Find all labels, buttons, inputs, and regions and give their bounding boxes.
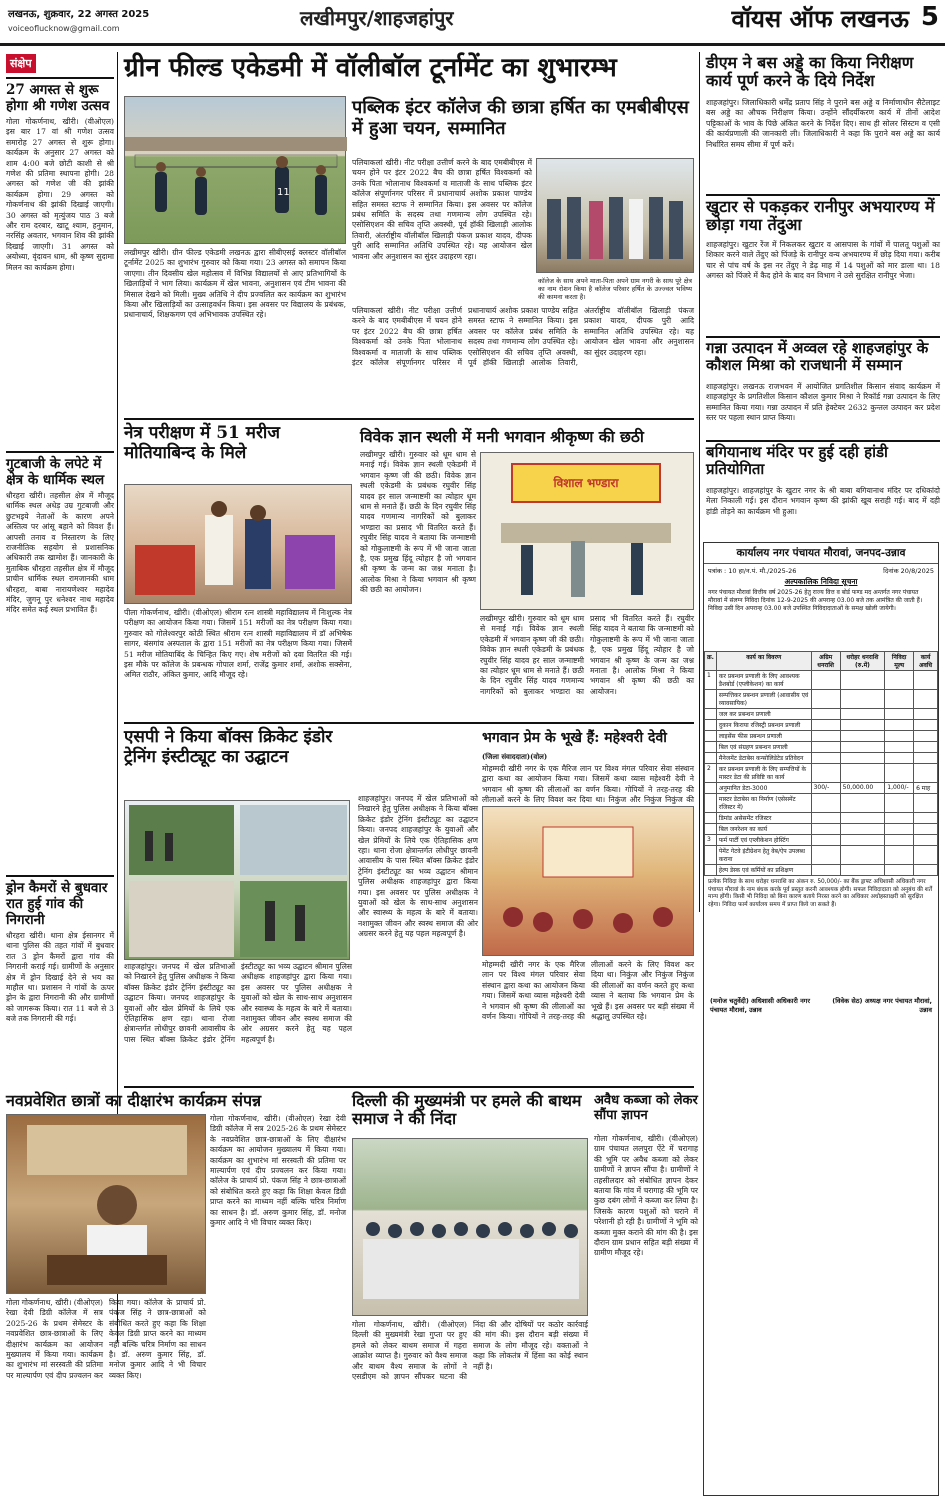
- handi-body: शाहजहांपुर। शाहजहांपुर के खुटार नगर के श्री बाबा बगियानाथ मंदिर पर दधिकांदो मेला निकाली गई। इस दौरान भगवान कृष्ण की झांकी खूब सराही गई। बाद में दही हांडी तोड़ने का कार्यक्रम भी हुआ।: [706, 486, 940, 516]
- table-cell: [840, 794, 885, 813]
- table-row: [705, 794, 938, 813]
- table-row: [705, 783, 938, 794]
- table-cell: [914, 865, 938, 876]
- tendu-headline: खुटार से पकड़कर रानीपुर अभयारण्य में छोड़ा गया तेंदुआ: [706, 197, 935, 235]
- notice-col-header: क्र.: [705, 652, 717, 671]
- table-cell: [811, 742, 840, 753]
- table-cell: [885, 690, 914, 709]
- table-cell: [840, 813, 885, 824]
- notice-intro: नगर पंचायत मौरावां वित्तीय वर्ष 2025-26 हेतु राज्य वित्त व बोर्ड फण्ड मद अन्तर्गत नगर पंचायत मौरावां में संलग्न निविदा दिनांक 12-9-2025 की अपरान्ह 03.00 बजे तक आमंत्रित की जाती हैं। निविदा उसी दिन अपरान्ह 03.00 बजे उपस्थित निविदादाताओं के समक्ष खोली जायेगी।: [708, 589, 923, 612]
- maheshwari-body: मोहम्मदी खीरी नगर के एक मैरिज लान पर विश्व मंगल परिवार सेवा संस्थान द्वारा कथा का आयोजन किया गया। जिसमें कथा व्यास महेश्वरी देवी ने भगवान श्री कृष्ण की लीलाओं का वर्णन किया। गोपियों ने तरह-तरह की लीलाओं करने के लिए विवश कर दिया था। निकुंज और निकुंज निकुंज की: [482, 764, 694, 805]
- table-cell: कर प्रबन्धन प्रणाली के लिए आवश्यक डैशबोर्ड (एप्लीकेशन) का कार्य: [716, 671, 811, 690]
- eye-camp-illustration: [125, 485, 353, 605]
- diksharambh-body-cont: गोला गोकर्णनाथ, खीरी। (वीओएल) रेखा देवी डिग्री कॉलेज में सत्र 2025-26 के प्रथम सेमेस्टर के नवप्रवेशित छात्र-छात्राओं के लिए दीक्षारंभ कार्यक्रम का आयोजन मुख्यालय में किया गया। कार्यक्रम का शुभारंभ मां सरस्वती की प्रतिमा पर माल्यार्पण एवं दीप प्रज्वलन कर किया गया। कॉलेज के प्राचार्य प्रो. पंकज सिंह ने छात्र-छात्राओं को संबोधित करते हुए कहा कि शिक्षा केवल डिग्री प्राप्त करने का माध्यम नहीं बल्कि चरित्र निर्माण का साधन है। डॉ. अरुण कुमार सिंह, डॉ. मनोज कुमार आदि ने भी विचार व्यक्त किए।: [6, 1298, 206, 1380]
- table-cell: [811, 794, 840, 813]
- tendu-body: शाहजहांपुर। खुटार रेंज में निकलकर खुटार व आसपास के गांवों में पालतू पशुओं का शिकार करने वाले तेंदुए को पिंजड़े के रानीपुर वन्य अभयारण्य में छोड़ दिया गया। करीब चार से पांच वर्ष के इस नर तेंदुए ने डेढ़ माह में 14 पशुओं को मार डाला था। 18 अगस्त को पिंजरे में कैद होने के बाद वन विभाग ने उसे सुरक्षित रानीपुर भेजा।: [706, 240, 940, 281]
- eye-body: पीला गोकर्णनाथ, खीरी। (वीओएल) श्रीराम रत्न शास्त्री महाविद्यालय में निःशुल्क नेत्र परीक्षण का आयोजन किया गया। जिसमें 151 मरीजों का नेत्र परीक्षण किया गया। गुरुवार को गोलेश्वरपुर कोठी स्थित श्रीराम रत्न शास्त्री महाविद्यालय में डॉ अभिषेक सागर, बंसगांव अस्पताल के द्वारा 151 मरीजों का नेत्र परीक्षण किया गया। जिसमें 51 मरीज मोतियाबिंद के चिन्हित किए गए। शेष मरीजों को दवा वितरित की गई। इस मौके पर कॉलेज के प्रबन्धक गोपाल शर्मा, राजेंद्र कुमार शर्मा, अशोक सक्सेना, अमित राठौर, अंकित कुमार, आदि मौजूद रहे।: [124, 608, 352, 680]
- volleyball-illustration: [125, 97, 347, 245]
- table-cell: [885, 720, 914, 731]
- signature-right: (विवेक सेठ) अध्यक्ष नगर पंचायत मौरावां, उन्नाव: [832, 997, 932, 1014]
- sidebar-item: [6, 451, 114, 871]
- diksharambh-photo: [6, 1114, 206, 1294]
- svg-text:11: 11: [277, 187, 290, 198]
- table-cell: [840, 835, 885, 846]
- table-cell: [705, 753, 717, 764]
- sidebar-item: [6, 77, 114, 447]
- section-title: लखीमपुर/शाहजहांपुर: [300, 6, 454, 30]
- table-cell: [705, 731, 717, 742]
- notice-footer: प्रत्येक निविदा के साथ धरोहर धनराशि का अंकन रु. 50,000/- का बैंक ड्राफ्ट अधिशासी अधिकारी नगर पंचायत मौरावां के नाम बंधक करके पूर्व प्रस्तुत करनी आवश्यक होगी। सफल निविदादाता को अनुबंध की शर्तें मान्य होंगी। किसी भी निविदा को बिना कारण बताये निरस्त करने का अधिकार अधोहस्ताक्षरी को सुरक्षित रहेगा। निविदा फार्म कार्यालय समय में प्राप्त किये जा सकते हैं।: [708, 879, 933, 908]
- sidebar-body: गोला गोकर्णनाथ, खीरी। (वीओएल) इस बार 17 वां श्री गणेश उत्सव समारोह 27 अगस्त से शुरू होगा। कार्यक्रम के अनुसार 27 अगस्त को शाम 4:00 बजे छोटी काशी से श्री गणेश की प्रतिमा स्थापना होगी। 28 अगस्त को गणेश जी की झांकी कार्यक्रम होगा। 29 अगस्त को गोकर्णनाथ की झांकी दिखाई जाएगी। 30 अगस्त को मृत्युंजय पाठ 3 बजे और राम दरबार, खाटू श्याम, हनुमान, नरसिंह अवतार, भगवान शिव की झांकी दिखाई जाएगी। 31 अगस्त को अयोध्या, वृंदावन धाम, श्री कृष्ण सुदामा मिलन का कार्यक्रम होगा।: [6, 117, 114, 272]
- crowd-illustration: [353, 1139, 589, 1317]
- bathem-photo: [352, 1138, 588, 1316]
- table-cell: 50,000.00: [840, 783, 885, 794]
- sidebar-body: धौरहरा खीरी। तहसील क्षेत्र में मौजूद धार्मिक स्थल अधेड़ उम्र गुटबाजी और छुटभइये नेताओं के कारण अपने अस्तित्व पर आंसू बहाने को विवश हैं। आपसी तनाव व निस्तारण के लिए राजनीतिक सहयोग से प्रशासनिक अधिकारी तक खामोश हैं। जानकारी के मुताबिक धौरहरा तहसील क्षेत्र में मौजूद प्राचीन धार्मिक स्थल रामजानकी धाम धौरहरा, बाबा नारायणेश्वर महादेव मंदिर, जुगनू पुर धनेश्वर नाथ महादेव मंदिर समेत कई स्थल प्रभावित हैं।: [6, 491, 114, 615]
- table-cell: [811, 720, 840, 731]
- table-cell: [840, 846, 885, 865]
- table-cell: [811, 753, 840, 764]
- notice-office: कार्यालय नगर पंचायत मौरावां, जनपद-उन्नाव: [704, 543, 938, 564]
- table-cell: कर प्रबन्धन प्रणाली के लिए सम्पत्तियों के मास्टर डेटा की प्रविष्टि का कार्य: [716, 764, 811, 783]
- table-cell: [885, 671, 914, 690]
- sidebar-headline: ड्रोन कैमरों से बुधवार रात हुई गांव की निगरानी: [6, 875, 114, 928]
- table-cell: [914, 731, 938, 742]
- table-cell: [885, 709, 914, 720]
- notice-signatures: [704, 994, 938, 1016]
- table-cell: [840, 690, 885, 709]
- table-cell: मैनेजमेंट डेटाबेस कन्सोलिडेटेड प्रतिवेदन: [716, 753, 811, 764]
- table-row: [705, 813, 938, 824]
- bhandara-banner: विशाल भण्डारा: [511, 463, 661, 503]
- table-cell: [840, 865, 885, 876]
- table-cell: फर्म पार्टी एवं एप्लीकेशन होस्टिंग: [716, 835, 811, 846]
- bathem-body: गोला गोकर्णनाथ, खीरी। (वीओएल) दिल्ली की मुख्यमंत्री रेखा गुप्ता पर हुए हमले को लेकर बाथम समाज में गहरा आक्रोश व्याप्त है। गुरुवार को वैश्य समाज और बाथम वैश्य समाज के लोगों ने एसडीएम को ज्ञापन सौंपकर घटना की निंदा की और दोषियों पर कठोर कार्रवाई की मांग की। इस दौरान बड़ी संख्या में समाज के लोग मौजूद रहे। वक्ताओं ने कहा कि लोकतंत्र में हिंसा का कोई स्थान नहीं है।: [352, 1320, 588, 1382]
- bathem-headline: दिल्ली की मुख्यमंत्री पर हमले की बाथम समाज ने की निंदा: [352, 1091, 582, 1129]
- table-cell: [840, 764, 885, 783]
- sp-body-cont: शाहजहांपुर। जनपद में खेल प्रतिभाओं को निखारने हेतु पुलिस अधीक्षक ने किया बॉक्स क्रिकेट इंडोर ट्रेनिंग इंस्टीट्यूट का उद्घाटन किया। जनपद शाहजहांपुर के युवाओं और खेल प्रेमियों के लिये एक ऐतिहासिक क्षण रहा। थाना रोजा क्षेत्रान्तर्गत लोधीपुर छावनी आवासीय के पास स्थित बॉक्स क्रिकेट इंडोर ट्रेनिंग इंस्टीट्यूट का भव्य उद्घाटन श्रीमान पुलिस अधीक्षक शाहजहांपुर द्वारा किया गया। इस अवसर पर पुलिस अधीक्षक ने युवाओं को खेल के साथ-साथ अनुशासन और स्वास्थ्य के महत्व के बारे में बताया। नशामुक्त जीवन और स्वस्थ समाज की ओर अग्रसर करने हेतु यह पहल महत्वपूर्ण है।: [358, 794, 478, 939]
- table-cell: 6 माह: [914, 783, 938, 794]
- table-cell: [885, 742, 914, 753]
- table-cell: [914, 742, 938, 753]
- signature-left: (मनोज चतुर्वेदी) अधिशासी अधिकारी नगर पंचायत मौरावां, उन्नाव: [710, 997, 810, 1014]
- table-cell: बिल एवं संग्रहण प्रबन्धन प्रणाली: [716, 742, 811, 753]
- table-cell: [914, 753, 938, 764]
- table-cell: [811, 813, 840, 824]
- eye-camp-photo: [124, 484, 352, 604]
- table-cell: 1,000/-: [885, 783, 914, 794]
- table-cell: [914, 709, 938, 720]
- mbbs-caption: कॉलेज के साथ अपने माता-पिता अपने ग्राम नगरी के साथ पूरे क्षेत्र का नाम रोशन किया है कॉलेज परिवार हर्षित के उज्ज्वल भविष्य की कामना करता है।: [536, 275, 694, 305]
- table-cell: [811, 731, 840, 742]
- ganna-body: शाहजहांपुर। लखनऊ राजभवन में आयोजित प्रगतिशील किसान संवाद कार्यक्रम में शाहजहांपुर के प्रगतिशील किसान कौशल कुमार मिश्रा ने रिकॉर्ड गन्ना उत्पादन के लिए सम्मानित किया गया। गन्ना उत्पादन में प्रति हेक्टेयर 2632 कुन्तल उत्पादन कर प्रदेश स्तर पर पहला स्थान प्राप्त किया।: [706, 382, 940, 423]
- table-cell: [705, 709, 717, 720]
- table-cell: [705, 690, 717, 709]
- cricket-illustration: [125, 801, 351, 961]
- table-cell: [840, 753, 885, 764]
- maheshwari-headline: भगवान प्रेम के भूखे हैं: महेश्वरी देवी: [482, 730, 667, 746]
- table-cell: [811, 764, 840, 783]
- table-cell: 1: [705, 671, 717, 690]
- table-cell: हेल्प डेस्क एवं कर्मियों का प्रशिक्षण: [716, 865, 811, 876]
- notice-table: [704, 651, 938, 876]
- table-row: [705, 690, 938, 709]
- notice-col-header: कार्य अवधि: [914, 652, 938, 671]
- table-row: [705, 846, 938, 865]
- dateline: लखनऊ, शुक्रवार, 22 अगस्त 2025: [8, 9, 150, 20]
- table-cell: [811, 846, 840, 865]
- mbbs-headline: पब्लिक इंटर कॉलेज की छात्रा हर्षित का एमबीबीएस में हुआ चयन, सम्मानित: [352, 97, 689, 139]
- table-cell: बिल जनरेशन का कार्य: [716, 824, 811, 835]
- table-cell: 300/-: [811, 783, 840, 794]
- table-row: [705, 671, 938, 690]
- table-cell: [885, 764, 914, 783]
- table-cell: मास्टर डेटाबेस का निर्माण (एसेसमेंट रजिस्टर में): [716, 794, 811, 813]
- table-cell: [705, 794, 717, 813]
- notice-ref: पत्रांक : 10 हा/न.पं. मौ./2025-26: [708, 567, 797, 575]
- table-cell: [840, 824, 885, 835]
- group-illustration: [537, 159, 695, 274]
- table-cell: जल कर प्रबन्धन प्रणाली: [716, 709, 811, 720]
- diksharambh-headline: नवप्रवेशित छात्रों का दीक्षारंभ कार्यक्रम संपन्न: [6, 1091, 262, 1110]
- table-row: [705, 720, 938, 731]
- eye-headline: नेत्र परीक्षण में 51 मरीज मोतियाबिन्द के मिले: [124, 423, 280, 463]
- diksharambh-body: गोला गोकर्णनाथ, खीरी। (वीओएल) रेखा देवी डिग्री कॉलेज में सत्र 2025-26 के प्रथम सेमेस्टर के नवप्रवेशित छात्र-छात्राओं के लिए दीक्षारंभ कार्यक्रम का आयोजन मुख्यालय में किया गया। कार्यक्रम का शुभारंभ मां सरस्वती की प्रतिमा पर माल्यार्पण एवं दीप प्रज्वलन कर किया गया। कॉलेज के प्राचार्य प्रो. पंकज सिंह ने छात्र-छात्राओं को संबोधित करते हुए कहा कि शिक्षा केवल डिग्री प्राप्त करने का माध्यम नहीं बल्कि चरित्र निर्माण का साधन है। डॉ. अरुण कुमार सिंह, डॉ. मनोज कुमार आदि ने भी विचार व्यक्त किए।: [210, 1114, 346, 1228]
- table-cell: अनुमानित डेटा-3000: [716, 783, 811, 794]
- table-cell: 3: [705, 835, 717, 846]
- main-story-body: लखीमपुर खीरी। ग्रीन फील्ड एकेडमी लखनऊ द्वारा सीबीएसई क्लस्टर वॉलीबॉल टूर्नामेंट 2025 का शुभारंभ गुरुवार को किया गया। 23 अगस्त को समापन किया जाएगा। तीन दिवसीय खेल महोत्सव में विभिन्न विद्यालयों से आए प्रतिभागियों के खिलाड़ियों ने भाग लिया। कार्यक्रम में खेल भावना, अनुशासन एवं टीम भावना की मिसाल देखने को मिली। मुख्य अतिथि ने दीप प्रज्वलित कर कार्यक्रम का शुभारंभ किया और खिलाड़ियों का उत्साहवर्धन किया। इस अवसर पर विद्यालय के प्रबंधक, प्रधानाचार्य, शिक्षकगण एवं अभिभावक उपस्थित रहे।: [124, 248, 346, 320]
- brand-logo: वॉयस ऑफ लखनऊ: [731, 4, 909, 33]
- table-cell: [885, 813, 914, 824]
- table-row: [705, 764, 938, 783]
- table-cell: [840, 720, 885, 731]
- table-cell: [811, 824, 840, 835]
- krishna-body: लखीमपुर खीरी। गुरुवार को धूम धाम से मनाई गई। विवेक ज्ञान स्थली एकेडमी में भगवान कृष्ण जी की छठी। विवेक ज्ञान स्थली एकेडमी के प्रबंधक रघुवीर सिंह यादव हर साल जन्माष्टमी का त्योहार धूम धाम से मनाते हैं। छठी के दिन रघुवीर सिंह यादव गणमान्य नागरिकों को बुलाकर भण्डारा का प्रसाद भी वितरित करते हैं। रघुवीर सिंह यादव ने बताया कि जन्माष्टमी को गोकुलाष्टमी के रूप में भी जाना जाता है, एक प्रमुख हिंदू त्योहार है जो भगवान श्री कृष्ण के जन्म का जश्न मनाता है। आलोक मिश्रा ने किया भगवान श्री कृष्ण की छठी का आयोजन।: [360, 450, 476, 595]
- table-cell: [914, 720, 938, 731]
- avaidh-headline: अवैध कब्जा को लेकर सौंपा ज्ञापन: [594, 1093, 698, 1123]
- mbbs-body: पलियाकलां खीरी। नीट परीक्षा उत्तीर्ण करने के बाद एमबीबीएस में चयन होने पर इंटर 2022 बैच की छात्रा हर्षित विश्वकर्मा को उनके पिता भोलानाथ विश्वकर्मा व माताजी के साथ पब्लिक इंटर कॉलेज संपूर्णानगर परिसर में प्रधानाचार्य अशोक प्रकाश पाण्डेय सहित समस्त स्टाफ ने सम्मानित किया। इस अवसर पर कॉलेज प्रबंध समिति के सदस्य तथा गणमान्य लोग उपस्थित रहे। एसोसिएशन की सचिव तृप्ति अवस्थी, पूर्व हॉकी खिलाड़ी आलोक तिवारी, अंतर्राष्ट्रीय वॉलीबॉल खिलाड़ी पंकज प्रकाश यादव, दीपक पुरी आदि सम्मानित अतिथि उपस्थित रहे। यह आयोजन खेल भावना और अनुशासन का सुंदर उदाहरण रहा।: [352, 158, 532, 261]
- table-cell: लाइसेंस फीस प्रबन्धन प्रणाली: [716, 731, 811, 742]
- notice-date: दिनांक 20/8/2025: [883, 567, 934, 575]
- table-row: [705, 865, 938, 876]
- krishna-headline: विवेक ज्ञान स्थली में मनी भगवान श्रीकृष्ण की छठी: [360, 427, 644, 446]
- table-cell: [811, 690, 840, 709]
- table-cell: [705, 824, 717, 835]
- table-cell: [811, 865, 840, 876]
- page-number: 5: [920, 2, 939, 32]
- sp-headline: एसपी ने किया बॉक्स क्रिकेट इंडोर ट्रेनिंग इंस्टीट्यूट का उद्घाटन: [124, 727, 333, 767]
- sidebar-body: धौरहरा खीरी। थाना क्षेत्र ईसानगर में थाना पुलिस की तहत गांवों में बुधवार रात 3 ड्रोन कैमरों द्वारा गांव की निगरानी कराई गई। ग्रामीणों के अनुसार क्षेत्र में ड्रोन दिखाई देने से भय का माहौल था। प्रशासन ने गांवों के ऊपर ड्रोन के द्वारा निगरानी की और ग्रामीणों को जागरूक किया। रात 11 बजे से 3 बजे तक निगरानी की गई।: [6, 931, 114, 1024]
- table-cell: [885, 753, 914, 764]
- table-cell: [885, 824, 914, 835]
- notice-col-header: निविदा मूल्य: [885, 652, 914, 671]
- mbbs-photo: [536, 158, 694, 273]
- notice-meta: [704, 564, 938, 577]
- katha-illustration: [483, 807, 695, 957]
- tender-notice: [703, 542, 939, 1496]
- table-cell: सम्पत्तिकर प्रबन्धन प्रणाली (आवासीय एवं व्यावसायिक): [716, 690, 811, 709]
- mbbs-body-cont: पलियाकलां खीरी। नीट परीक्षा उत्तीर्ण करने के बाद एमबीबीएस में चयन होने पर इंटर 2022 बैच की छात्रा हर्षित विश्वकर्मा को उनके पिता भोलानाथ विश्वकर्मा व माताजी के साथ पब्लिक इंटर कॉलेज संपूर्णानगर परिसर में प्रधानाचार्य अशोक प्रकाश पाण्डेय सहित समस्त स्टाफ ने सम्मानित किया। इस अवसर पर कॉलेज प्रबंध समिति के सदस्य तथा गणमान्य लोग उपस्थित रहे। एसोसिएशन की सचिव तृप्ति अवस्थी, पूर्व हॉकी खिलाड़ी आलोक तिवारी, अंतर्राष्ट्रीय वॉलीबॉल खिलाड़ी पंकज प्रकाश यादव, दीपक पुरी आदि सम्मानित अतिथि उपस्थित रहे। यह आयोजन खेल भावना और अनुशासन का सुंदर उदाहरण रहा।: [352, 306, 694, 368]
- table-cell: [840, 671, 885, 690]
- table-cell: [705, 720, 717, 731]
- table-cell: [914, 690, 938, 709]
- notice-col-header: धरोहर धनराशि (रु.में): [840, 652, 885, 671]
- notice-col-header: कार्य का विवरण: [716, 652, 811, 671]
- table-cell: [885, 794, 914, 813]
- table-cell: [705, 865, 717, 876]
- table-cell: [914, 846, 938, 865]
- table-cell: [914, 835, 938, 846]
- table-cell: [840, 709, 885, 720]
- table-row: [705, 753, 938, 764]
- table-cell: [811, 835, 840, 846]
- avaidh-body: गोला गोकर्णनाथ, खीरी। (वीओएल) ग्राम पंचायत ललपुरा ऐंटे में चरागाह की भूमि पर अवैध कब्जा को लेकर ग्रामीणों ने ज्ञापन सौंपा है। ग्रामीणों ने तहसीलदार को संबोधित ज्ञापन देकर बताया कि गांव में चरागाह की भूमि पर कुछ दबंग लोगों ने कब्जा कर लिया है। जिसके कारण पशुओं को चराने में परेशानी हो रही है। ग्रामीणों ने भूमि को कब्जा मुक्त कराने की मांग की है। इस दौरान ग्राम प्रधान सहित बड़ी संख्या में ग्रामीण मौजूद रहे।: [594, 1134, 698, 1258]
- sidebar-headline: गुटबाजी के लपेटे में क्षेत्र के धार्मिक स्थल: [6, 451, 114, 488]
- email: voiceoflucknow@gmail.com: [8, 24, 120, 33]
- table-row: [705, 824, 938, 835]
- cricket-photo: [124, 800, 350, 960]
- main-headline: ग्रीन फील्ड एकेडमी में वॉलीबॉल टूर्नामेंट का शुभारम्भ: [124, 53, 617, 83]
- table-cell: [705, 742, 717, 753]
- table-cell: [705, 813, 717, 824]
- table-row: [705, 709, 938, 720]
- table-cell: [885, 731, 914, 742]
- notice-subtitle: अल्पकालिक निविदा सूचना: [784, 577, 858, 586]
- table-cell: डिमांड असेसमेंट रजिस्टर: [716, 813, 811, 824]
- dm-headline: डीएम ने बस अड्डे का किया निरीक्षण कार्य पूर्ण करने के दिये निर्देश: [706, 53, 914, 91]
- table-cell: [705, 783, 717, 794]
- notice-col-header: अग्रिम धनराशि: [811, 652, 840, 671]
- table-row: [705, 731, 938, 742]
- sidebar-tag: संक्षेप: [6, 54, 36, 73]
- masthead: [0, 0, 945, 46]
- table-cell: [840, 731, 885, 742]
- bhandara-photo: [480, 452, 694, 610]
- krishna-body-cont: लखीमपुर खीरी। गुरुवार को धूम धाम से मनाई गई। विवेक ज्ञान स्थली एकेडमी में भगवान कृष्ण जी की छठी। विवेक ज्ञान स्थली एकेडमी के प्रबंधक रघुवीर सिंह यादव हर साल जन्माष्टमी का त्योहार धूम धाम से मनाते हैं। छठी के दिन रघुवीर सिंह यादव गणमान्य नागरिकों को बुलाकर भण्डारा का प्रसाद भी वितरित करते हैं। रघुवीर सिंह यादव ने बताया कि जन्माष्टमी को गोकुलाष्टमी के रूप में भी जाना जाता है, एक प्रमुख हिंदू त्योहार है जो भगवान श्री कृष्ण के जन्म का जश्न मनाता है। आलोक मिश्रा ने किया भगवान श्री कृष्ण की छठी का आयोजन।: [480, 614, 694, 696]
- bhandara-illustration: [481, 453, 695, 611]
- sp-body: शाहजहांपुर। जनपद में खेल प्रतिभाओं को निखारने हेतु पुलिस अधीक्षक ने किया बॉक्स क्रिकेट इंडोर ट्रेनिंग इंस्टीट्यूट का उद्घाटन किया। जनपद शाहजहांपुर के युवाओं और खेल प्रेमियों के लिये एक ऐतिहासिक क्षण रहा। थाना रोजा क्षेत्रान्तर्गत लोधीपुर छावनी आवासीय के पास स्थित बॉक्स क्रिकेट इंडोर ट्रेनिंग इंस्टीट्यूट का भव्य उद्घाटन श्रीमान पुलिस अधीक्षक शाहजहांपुर द्वारा किया गया। इस अवसर पर पुलिस अधीक्षक ने युवाओं को खेल के साथ-साथ अनुशासन और स्वास्थ्य के महत्व के बारे में बताया। नशामुक्त जीवन और स्वस्थ समाज की ओर अग्रसर करने हेतु यह पहल महत्वपूर्ण है।: [124, 962, 352, 1044]
- maheshwari-body-cont: मोहम्मदी खीरी नगर के एक मैरिज लान पर विश्व मंगल परिवार सेवा संस्थान द्वारा कथा का आयोजन किया गया। जिसमें कथा व्यास महेश्वरी देवी ने भगवान श्री कृष्ण की लीलाओं का वर्णन किया। गोपियों ने तरह-तरह की लीलाओं करने के लिए विवश कर दिया था। निकुंज और निकुंज निकुंज की लीलाओं का वर्णन करते हुए कथा व्यास ने बताया कि भगवान प्रेम के भूखे हैं। इस अवसर पर बड़ी संख्या में श्रद्धालु उपस्थित रहे।: [482, 960, 694, 1022]
- table-cell: [811, 709, 840, 720]
- handi-headline: बगियानाथ मंदिर पर हुई दही हांडी प्रतियोगिता: [706, 443, 888, 479]
- table-cell: [914, 824, 938, 835]
- katha-photo: [482, 806, 694, 956]
- speaker-illustration: [7, 1115, 207, 1295]
- table-cell: [914, 764, 938, 783]
- ganna-headline: गन्ना उत्पादन में अव्वल रहे शाहजहांपुर के कौशल मिश्रा को राजधानी में सम्मान: [706, 339, 929, 375]
- table-cell: [885, 835, 914, 846]
- table-cell: [914, 794, 938, 813]
- table-cell: दुकान किराया रजिस्ट्री प्रबन्धन प्रणाली: [716, 720, 811, 731]
- table-row: [705, 742, 938, 753]
- table-cell: [705, 846, 717, 865]
- dm-body: शाहजहांपुर। जिलाधिकारी धर्मेंद्र प्रताप सिंह ने पुराने बस अड्डे व निर्माणाधीन सैटेलाइट बस अड्डे का औचक निरीक्षण किया। उन्होंने सौंदर्यीकरण कार्य में तीनों आदेश पट्टिकाओं के भाव के पिछे अंकित करने के निर्देश दिए। साथ ही सोलर सिस्टम व एसी की कार्यप्रणाली की जानकारी ली। जिलाधिकारी ने कहा कि पुराने बस अड्डे का कार्य निर्धारित समय सीमा में पूर्ण करें।: [706, 98, 940, 149]
- volleyball-photo: [124, 96, 346, 244]
- table-cell: 2: [705, 764, 717, 783]
- maheshwari-dateline: (जिला संवाददाता)(वोल): [482, 752, 548, 761]
- table-cell: [811, 671, 840, 690]
- table-cell: [885, 865, 914, 876]
- table-row: [705, 835, 938, 846]
- table-cell: [914, 813, 938, 824]
- table-cell: [840, 742, 885, 753]
- sidebar-headline: 27 अगस्त से शुरू होगा श्री गणेश उत्सव: [6, 77, 114, 114]
- table-cell: पेमेंट गेटवे इंटीग्रेशन हेतु वेब/ऐप उपलब्ध कराना: [716, 846, 811, 865]
- table-cell: [885, 846, 914, 865]
- table-cell: [914, 671, 938, 690]
